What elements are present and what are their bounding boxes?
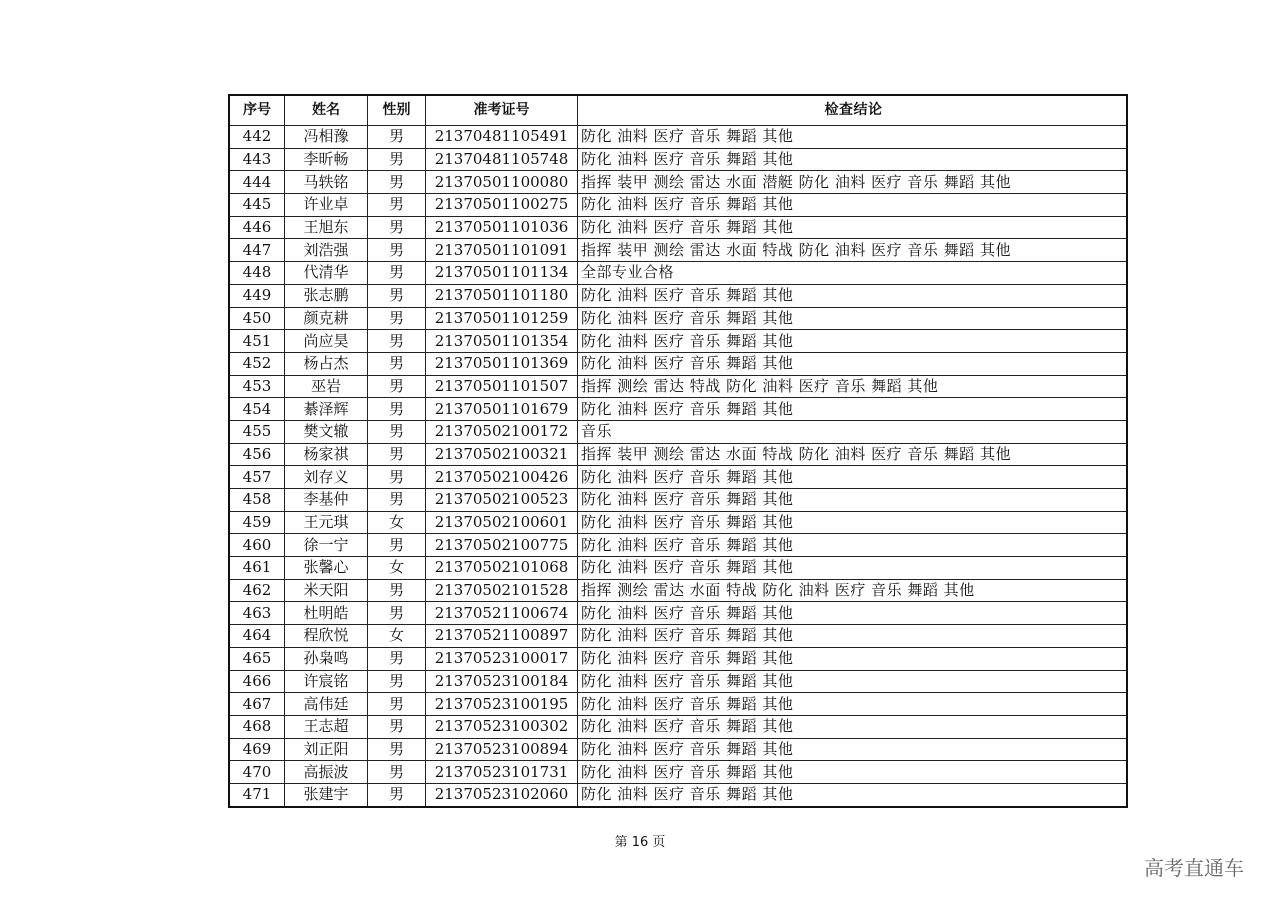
row-name: 杨占杰 [285,352,368,375]
row-gender: 男 [368,738,426,761]
row-gender: 男 [368,783,426,806]
row-conclusion: 防化 油料 医疗 音乐 舞蹈 其他 [578,625,1128,648]
row-exam-id: 21370502100523 [426,489,578,512]
row-name: 尚应昊 [285,330,368,353]
row-name: 许业卓 [285,194,368,217]
row-conclusion: 防化 油料 医疗 音乐 舞蹈 其他 [578,761,1128,784]
row-index: 464 [229,625,285,648]
row-conclusion: 全部专业合格 [578,262,1128,285]
table-body [229,126,1127,807]
table-row [229,216,1127,239]
row-index: 467 [229,693,285,716]
table-row [229,466,1127,489]
row-gender: 男 [368,375,426,398]
row-index: 455 [229,420,285,443]
row-name: 刘浩强 [285,239,368,262]
row-gender: 男 [368,647,426,670]
table-row [229,579,1127,602]
row-name: 张志鹏 [285,284,368,307]
row-index: 468 [229,715,285,738]
table-row [229,489,1127,512]
row-conclusion: 防化 油料 医疗 音乐 舞蹈 其他 [578,602,1128,625]
row-gender: 男 [368,126,426,149]
row-name: 徐一宁 [285,534,368,557]
result-table [228,94,1128,808]
row-gender: 男 [368,194,426,217]
table-row [229,625,1127,648]
row-name: 孙枭鸣 [285,647,368,670]
row-index: 460 [229,534,285,557]
row-name: 杨家祺 [285,443,368,466]
row-exam-id: 21370502100172 [426,420,578,443]
table-row [229,602,1127,625]
table-row [229,693,1127,716]
table-row [229,352,1127,375]
row-gender: 男 [368,443,426,466]
row-index: 454 [229,398,285,421]
row-gender: 男 [368,330,426,353]
row-exam-id: 21370501101134 [426,262,578,285]
row-exam-id: 21370502101068 [426,557,578,580]
row-exam-id: 21370481105491 [426,126,578,149]
table-row [229,171,1127,194]
table-row [229,239,1127,262]
row-index: 457 [229,466,285,489]
row-conclusion: 防化 油料 医疗 音乐 舞蹈 其他 [578,783,1128,806]
row-conclusion: 指挥 装甲 测绘 雷达 水面 特战 防化 油料 医疗 音乐 舞蹈 其他 [578,239,1128,262]
row-exam-id: 21370501101507 [426,375,578,398]
row-name: 颜克耕 [285,307,368,330]
row-index: 446 [229,216,285,239]
row-conclusion: 防化 油料 医疗 音乐 舞蹈 其他 [578,466,1128,489]
row-name: 綦泽辉 [285,398,368,421]
table-row [229,420,1127,443]
row-gender: 男 [368,262,426,285]
table-row [229,194,1127,217]
row-conclusion: 防化 油料 医疗 音乐 舞蹈 其他 [578,352,1128,375]
row-name: 米天阳 [285,579,368,602]
row-exam-id: 21370501101369 [426,352,578,375]
header-name: 姓名 [285,95,368,126]
row-exam-id: 21370521100897 [426,625,578,648]
table-row [229,262,1127,285]
row-conclusion: 指挥 装甲 测绘 雷达 水面 特战 防化 油料 医疗 音乐 舞蹈 其他 [578,443,1128,466]
row-gender: 男 [368,398,426,421]
row-index: 451 [229,330,285,353]
row-gender: 男 [368,761,426,784]
table-row [229,330,1127,353]
row-exam-id: 21370481105748 [426,148,578,171]
row-name: 许宸铭 [285,670,368,693]
row-gender: 男 [368,715,426,738]
row-conclusion: 防化 油料 医疗 音乐 舞蹈 其他 [578,307,1128,330]
table-row [229,443,1127,466]
row-exam-id: 21370523102060 [426,783,578,806]
row-gender: 男 [368,284,426,307]
row-conclusion: 防化 油料 医疗 音乐 舞蹈 其他 [578,557,1128,580]
row-exam-id: 21370521100674 [426,602,578,625]
table-header-row [229,95,1127,126]
row-gender: 男 [368,148,426,171]
table-row [229,284,1127,307]
row-name: 冯相豫 [285,126,368,149]
row-exam-id: 21370523100184 [426,670,578,693]
row-index: 465 [229,647,285,670]
row-index: 447 [229,239,285,262]
row-index: 448 [229,262,285,285]
row-gender: 男 [368,171,426,194]
row-name: 代清华 [285,262,368,285]
page-number: 第 16 页 [614,835,666,850]
table-row [229,148,1127,171]
row-exam-id: 21370523100195 [426,693,578,716]
row-index: 469 [229,738,285,761]
header-gender: 性别 [368,95,426,126]
table-row [229,557,1127,580]
row-gender: 男 [368,466,426,489]
row-gender: 男 [368,489,426,512]
table-row [229,375,1127,398]
row-conclusion: 防化 油料 医疗 音乐 舞蹈 其他 [578,126,1128,149]
row-name: 樊文辙 [285,420,368,443]
row-exam-id: 21370523100302 [426,715,578,738]
row-name: 马轶铭 [285,171,368,194]
row-gender: 男 [368,693,426,716]
row-gender: 男 [368,239,426,262]
row-exam-id: 21370502100775 [426,534,578,557]
row-conclusion: 防化 油料 医疗 音乐 舞蹈 其他 [578,670,1128,693]
row-gender: 男 [368,420,426,443]
row-gender: 女 [368,511,426,534]
row-index: 445 [229,194,285,217]
row-gender: 男 [368,216,426,239]
row-conclusion: 防化 油料 医疗 音乐 舞蹈 其他 [578,398,1128,421]
header-exam-id: 准考证号 [426,95,578,126]
row-name: 高振波 [285,761,368,784]
row-exam-id: 21370501101259 [426,307,578,330]
row-index: 470 [229,761,285,784]
row-conclusion: 指挥 测绘 雷达 水面 特战 防化 油料 医疗 音乐 舞蹈 其他 [578,579,1128,602]
row-name: 李昕畅 [285,148,368,171]
table-row [229,738,1127,761]
row-gender: 女 [368,557,426,580]
row-name: 李基仲 [285,489,368,512]
row-conclusion: 防化 油料 医疗 音乐 舞蹈 其他 [578,330,1128,353]
row-exam-id: 21370502100601 [426,511,578,534]
row-index: 456 [229,443,285,466]
row-gender: 男 [368,670,426,693]
row-conclusion: 防化 油料 医疗 音乐 舞蹈 其他 [578,534,1128,557]
table-row [229,647,1127,670]
row-conclusion: 防化 油料 医疗 音乐 舞蹈 其他 [578,216,1128,239]
row-name: 王旭东 [285,216,368,239]
row-conclusion: 指挥 装甲 测绘 雷达 水面 潜艇 防化 油料 医疗 音乐 舞蹈 其他 [578,171,1128,194]
row-exam-id: 21370501100080 [426,171,578,194]
row-exam-id: 21370523100894 [426,738,578,761]
row-conclusion: 防化 油料 医疗 音乐 舞蹈 其他 [578,693,1128,716]
row-name: 杜明皓 [285,602,368,625]
table-row [229,534,1127,557]
row-conclusion: 音乐 [578,420,1128,443]
row-gender: 男 [368,602,426,625]
row-name: 高伟廷 [285,693,368,716]
row-exam-id: 21370502100426 [426,466,578,489]
row-index: 462 [229,579,285,602]
row-index: 444 [229,171,285,194]
row-conclusion: 防化 油料 医疗 音乐 舞蹈 其他 [578,148,1128,171]
table-row [229,670,1127,693]
row-name: 张建宇 [285,783,368,806]
row-index: 443 [229,148,285,171]
row-conclusion: 防化 油料 医疗 音乐 舞蹈 其他 [578,194,1128,217]
row-conclusion: 防化 油料 医疗 音乐 舞蹈 其他 [578,511,1128,534]
row-index: 459 [229,511,285,534]
row-exam-id: 21370501101354 [426,330,578,353]
row-index: 442 [229,126,285,149]
row-index: 466 [229,670,285,693]
row-name: 刘存义 [285,466,368,489]
row-index: 463 [229,602,285,625]
row-conclusion: 防化 油料 医疗 音乐 舞蹈 其他 [578,647,1128,670]
row-gender: 男 [368,352,426,375]
row-exam-id: 21370502100321 [426,443,578,466]
row-exam-id: 21370501101180 [426,284,578,307]
row-index: 461 [229,557,285,580]
row-name: 巫岩 [285,375,368,398]
row-exam-id: 21370501101091 [426,239,578,262]
row-name: 程欣悦 [285,625,368,648]
header-conclusion: 检查结论 [578,95,1128,126]
row-conclusion: 防化 油料 医疗 音乐 舞蹈 其他 [578,489,1128,512]
row-exam-id: 21370501100275 [426,194,578,217]
row-index: 449 [229,284,285,307]
row-name: 王元琪 [285,511,368,534]
row-index: 471 [229,783,285,806]
table-row [229,715,1127,738]
row-conclusion: 指挥 测绘 雷达 特战 防化 油料 医疗 音乐 舞蹈 其他 [578,375,1128,398]
row-index: 452 [229,352,285,375]
table-row [229,761,1127,784]
row-index: 453 [229,375,285,398]
row-exam-id: 21370501101679 [426,398,578,421]
row-name: 王志超 [285,715,368,738]
table-row [229,307,1127,330]
row-index: 450 [229,307,285,330]
row-exam-id: 21370523101731 [426,761,578,784]
row-conclusion: 防化 油料 医疗 音乐 舞蹈 其他 [578,738,1128,761]
table-row [229,126,1127,149]
watermark: 高考直通车 [1144,856,1244,880]
row-exam-id: 21370502101528 [426,579,578,602]
row-gender: 男 [368,307,426,330]
header-index: 序号 [229,95,285,126]
row-gender: 女 [368,625,426,648]
row-gender: 男 [368,579,426,602]
row-name: 刘正阳 [285,738,368,761]
table-row [229,398,1127,421]
row-exam-id: 21370501101036 [426,216,578,239]
table-row [229,783,1127,806]
row-gender: 男 [368,534,426,557]
row-conclusion: 防化 油料 医疗 音乐 舞蹈 其他 [578,284,1128,307]
row-exam-id: 21370523100017 [426,647,578,670]
row-conclusion: 防化 油料 医疗 音乐 舞蹈 其他 [578,715,1128,738]
row-index: 458 [229,489,285,512]
row-name: 张馨心 [285,557,368,580]
table-row [229,511,1127,534]
